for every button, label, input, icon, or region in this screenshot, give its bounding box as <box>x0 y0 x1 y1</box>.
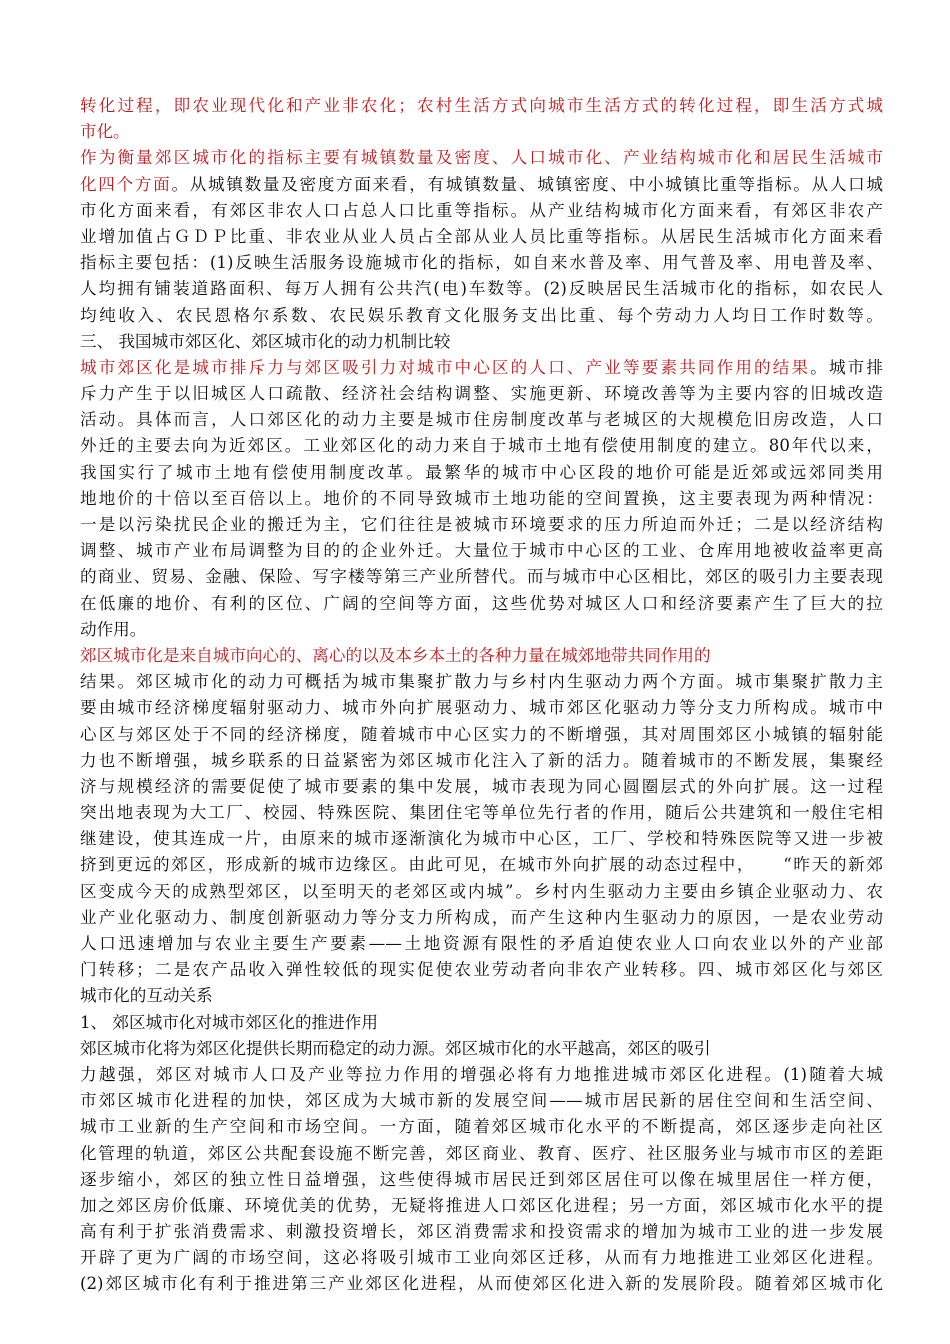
highlighted-text: 郊区城市化是来自城市向心的、离心的以及本乡本土的各种力量在城郊地带共同作用的 <box>80 645 711 665</box>
body-text: 门转移；二是农产品收入弹性较低的现实促使农业劳动者向非农产业转移。四、城市郊区化与郊区 <box>80 960 883 980</box>
highlighted-text: 转化过程，即农业现代化和产业非农化；农村生活方式向城市生活方式的转化过程，即生活方式城 <box>80 96 883 115</box>
text-line <box>80 276 883 302</box>
body-text: 力也不断增强，城乡联系的日益紧密为郊区城市化注入了新的活力。随着城市的不断发展，集聚经 <box>80 750 883 770</box>
body-text: 市化方面来看，有郊区非农人口占总人口比重等指标。从产业结构城市化方面来看，有郊区非农产 <box>80 200 883 220</box>
text-line <box>80 748 883 774</box>
body-text: 三、 我国城市郊区化、郊区城市化的动力机制比较 <box>80 331 451 351</box>
body-text: 结果。郊区城市化的动力可概括为城市集聚扩散力与乡村内生驱动力两个方面。城市集聚扩散力主 <box>80 672 883 692</box>
text-line <box>80 119 883 145</box>
text-line <box>80 538 883 564</box>
body-text: 继建设，使其连成一片，由原来的城市逐渐演化为城市中心区，工厂、学校和特殊医院等又进一步被 <box>80 829 883 849</box>
text-line <box>80 381 883 407</box>
text-line <box>80 1245 883 1271</box>
body-text: 逐步缩小，郊区的独立性日益增强，这些使得城市居民迁到郊区居住可以像在城里居住一样方便， <box>80 1169 883 1189</box>
text-line <box>80 957 883 983</box>
text-line <box>80 617 883 643</box>
body-text: 一是以污染扰民企业的搬迁为主，它们往往是被城市环境要求的压力所迫而外迁；二是以经济结构 <box>80 515 883 534</box>
body-text: 地地价的十倍以至百倍以上。地价的不同导致城市土地功能的空间置换，这主要表现为两种情况： <box>80 488 883 508</box>
body-text: 力越强，郊区对城市人口及产业等拉力作用的增强必将有力地推进城市郊区化进程。(1)随着大城 <box>80 1064 883 1084</box>
text-line <box>80 1062 883 1088</box>
body-text: 活动。具体而言，人口郊区化的动力主要是城市住房制度改革与老城区的大规模危旧房改造，人口 <box>80 410 883 430</box>
body-text: 斥力产生于以旧城区人口疏散、经济社会结构调整、实施更新、环境改善等为主要内容的旧城改造 <box>80 384 883 404</box>
text-line <box>80 355 883 381</box>
text-line <box>80 905 883 931</box>
body-text: 。城市排 <box>810 357 883 377</box>
body-text: 动作用。 <box>80 619 147 639</box>
text-line <box>80 591 883 617</box>
text-line <box>80 1088 883 1114</box>
text-line <box>80 826 883 852</box>
text-line <box>80 1167 883 1193</box>
text-line <box>80 93 883 119</box>
body-text: 的商业、贸易、金融、保险、写字楼等第三产业所替代。而与城市中心区相比，郊区的吸引力主要表现 <box>80 567 883 587</box>
text-line <box>80 329 883 355</box>
text-line <box>80 303 883 329</box>
body-text: 开辟了更为广阔的市场空间，这必将吸引城市工业向郊区迁移，从而有力地推进工业郊区化进程。 <box>80 1248 883 1268</box>
text-line <box>80 224 883 250</box>
text-line <box>80 1114 883 1140</box>
body-text: 城市化的互动关系 <box>80 986 213 1006</box>
highlighted-text: 市化。 <box>80 122 130 142</box>
body-text: 均纯收入、农民恩格尔系数、农民娱乐教育文化服务支出比重、每个劳动力人均日工作时数等。 <box>80 305 883 325</box>
text-line <box>80 1010 883 1036</box>
body-text: 业产业化驱动力、制度创新驱动力等分支力所构成，而产生这种内生驱动力的原因，一是农业劳动 <box>80 907 883 927</box>
body-text: 指标主要包括：(1)反映生活服务设施城市化的指标，如自来水普及率、用气普及率、用电普及率、 <box>80 253 883 273</box>
body-text: 外迁的主要去向为近郊区。工业郊区化的动力来自于城市土地有偿使用制度的建立。80年代以来， <box>80 436 883 456</box>
text-line <box>80 722 883 748</box>
text-line <box>80 1036 883 1062</box>
text-line <box>80 145 883 171</box>
text-line <box>80 983 883 1009</box>
text-line <box>80 512 883 538</box>
body-text: 人均拥有铺装道路面积、每万人拥有公共汽(电)车数等。(2)反映居民生活城市化的指标，如农民人 <box>80 279 883 299</box>
text-line <box>80 564 883 590</box>
body-text: 要由城市经济梯度辐射驱动力、城市外向扩展驱动力、城市郊区化驱动力等分支力所构成。城市中 <box>80 698 883 718</box>
text-line <box>80 774 883 800</box>
text-line <box>80 879 883 905</box>
body-text: 1、 郊区城市化对城市郊区化的推进作用 <box>80 1012 378 1032</box>
body-text: (2)郊区城市化有利于推进第三产业郊区化进程，从而使郊区化进入新的发展阶段。随着郊区城市化 <box>80 1274 883 1294</box>
text-line <box>80 931 883 957</box>
text-line <box>80 695 883 721</box>
body-text: 城市工业新的生产空间和市场空间。一方面，随着郊区城市化水平的不断提高，郊区逐步走向社区 <box>80 1117 883 1137</box>
text-line <box>80 460 883 486</box>
body-text: 心区与郊区处于不同的经济梯度，随着城市中心区实力的不断增强，其对周围郊区小城镇的辐射能 <box>80 724 883 744</box>
body-text: 我国实行了城市土地有偿使用制度改革。最繁华的城市中心区段的地价可能是近郊或远郊同类用 <box>80 462 883 482</box>
text-line <box>80 1219 883 1245</box>
body-text: 市郊区城市化进程的加快，郊区成为大城市新的发展空间——城市居民新的居住空间和生活空间、 <box>80 1091 883 1111</box>
text-line <box>80 800 883 826</box>
highlighted-text: 作为衡量郊区城市化的指标主要有城镇数量及密度、人口城市化、产业结构城市化和居民生活城市 <box>80 148 883 168</box>
text-line <box>80 407 883 433</box>
text-line <box>80 852 883 878</box>
body-text: 济与规模经济的需要促使了城市要素的集中发展，城市表现为同心圆圈层式的外向扩展。这一过程 <box>80 776 883 796</box>
body-text: 在低廉的地价、有利的区位、广阔的空间等方面，这些优势对城区人口和经济要素产生了巨大的拉 <box>80 593 883 613</box>
text-line <box>80 198 883 224</box>
body-text: 高有利于扩张消费需求、刺激投资增长，郊区消费需求和投资需求的增加为城市工业的进一步发展 <box>80 1222 883 1242</box>
text-line <box>80 433 883 459</box>
body-text: 人口迅速增加与农业主要生产要素——土地资源有限性的矛盾迫使农业人口向农业以外的产业部 <box>80 934 883 953</box>
document-page <box>80 93 883 1298</box>
text-line <box>80 486 883 512</box>
body-text: 化管理的轨道，郊区公共配套设施不断完善，郊区商业、教育、医疗、社区服务业与城市市区的差距 <box>80 1143 883 1163</box>
body-text: 调整、城市产业布局调整为目的的企业外迁。大量位于城市中心区的工业、仓库用地被收益率更高 <box>80 541 883 561</box>
text-line <box>80 1271 883 1297</box>
text-line <box>80 669 883 695</box>
text-line <box>80 1141 883 1167</box>
text-line <box>80 1193 883 1219</box>
body-text: 区变成今天的成熟型郊区，以至明天的老郊区或内城”。乡村内生驱动力主要由乡镇企业驱动力、农 <box>80 881 883 901</box>
text-line <box>80 172 883 198</box>
body-text: 郊区城市化将为郊区化提供长期而稳定的动力源。郊区城市化的水平越高，郊区的吸引 <box>80 1038 711 1058</box>
text-line <box>80 643 883 669</box>
body-text: 挤到更远的郊区，形成新的城市边缘区。由此可见，在城市外向扩展的动态过程中， “昨天的新郊 <box>80 855 883 875</box>
body-text: 业增加值占ＧＤＰ比重、非农业从业人员占全部从业人员比重等指标。从居民生活城市化方面来看 <box>80 226 883 246</box>
body-text: 。从城镇数量及密度方面来看，有城镇数量、城镇密度、中小城镇比重等指标。从人口城 <box>171 174 883 194</box>
highlighted-text: 化四个方面 <box>80 174 172 194</box>
text-line <box>80 250 883 276</box>
body-text: 加之郊区房价低廉、环境优美的优势，无疑将推进人口郊区化进程；另一方面，郊区城市化水平的提 <box>80 1195 883 1215</box>
highlighted-text: 城市郊区化是城市排斥力与郊区吸引力对城市中心区的人口、产业等要素共同作用的结果 <box>80 357 811 377</box>
body-text: 突出地表现为大工厂、校园、特殊医院、集团住宅等单位先行者的作用，随后公共建筑和一般住宅相 <box>80 803 883 823</box>
